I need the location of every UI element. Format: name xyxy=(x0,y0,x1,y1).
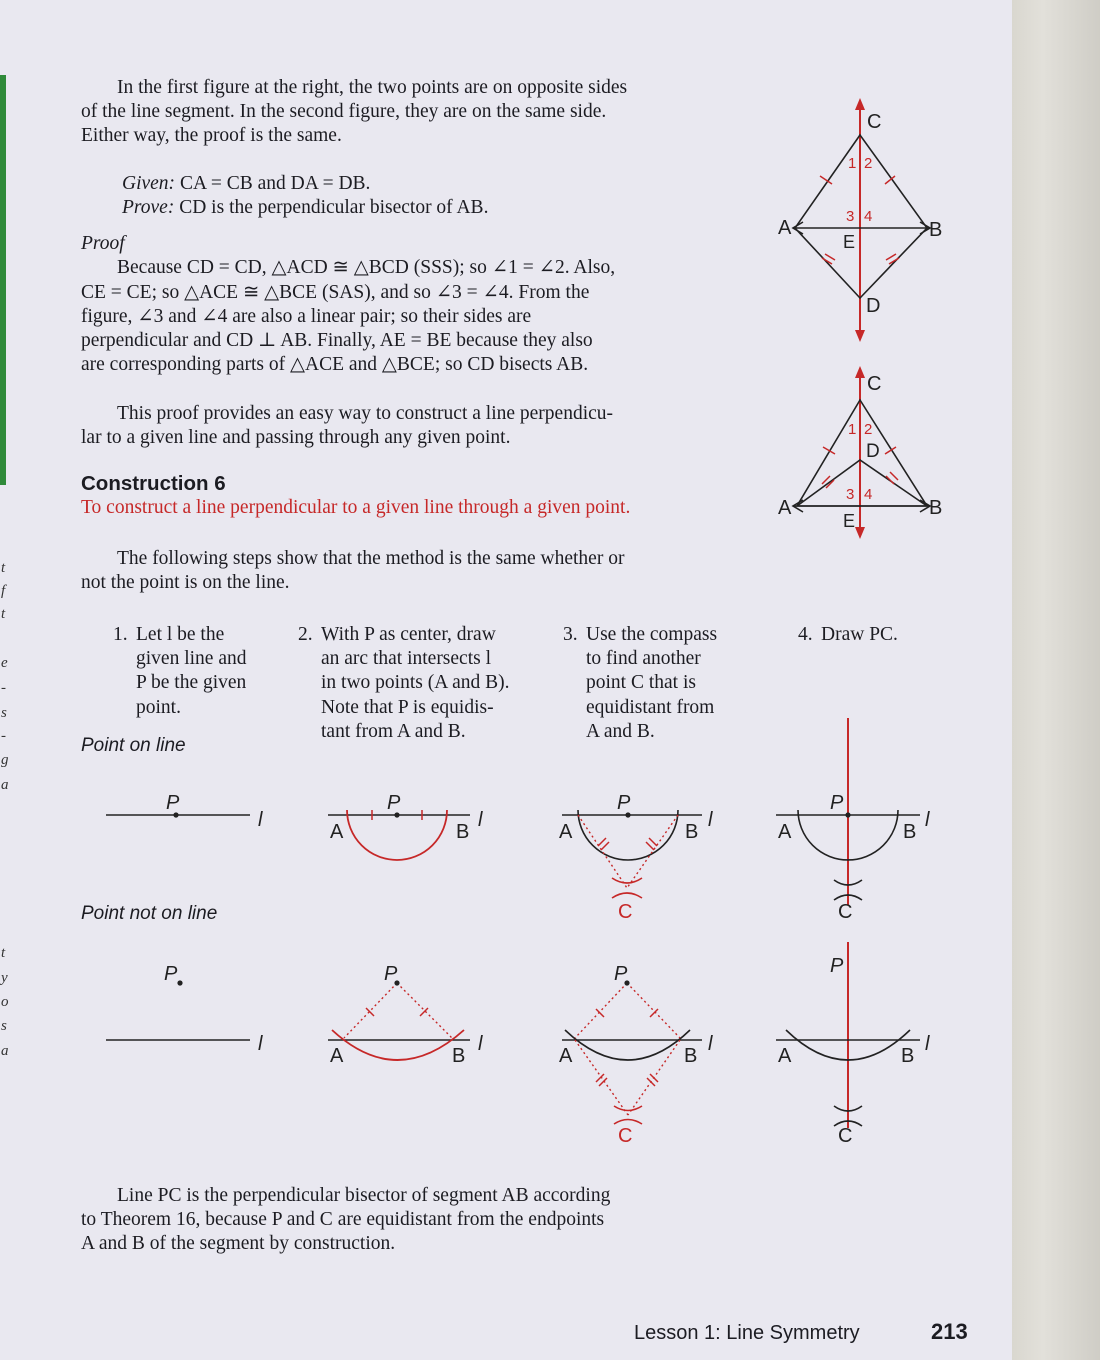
on-line-step-3-figure xyxy=(555,780,735,925)
step-3 xyxy=(563,623,717,744)
step-number: 4. xyxy=(798,624,813,645)
case-label-not-on-line: Point not on line xyxy=(81,903,218,924)
following-line: The following steps show that the method is the same whether or xyxy=(117,548,625,569)
step-line: Let l be the xyxy=(136,624,225,645)
step-line: A and B. xyxy=(586,720,655,742)
margin-letter: t xyxy=(1,560,6,576)
margin-letter: s xyxy=(1,705,7,721)
page-number: 213 xyxy=(931,1319,968,1344)
label-l: l xyxy=(708,809,713,831)
label-B: B xyxy=(929,219,943,241)
prove-label: Prove: xyxy=(122,197,175,218)
off-line-step-2-figure xyxy=(320,950,500,1070)
easy-way-line: This proof provides an easy way to construct a line perpendicu- xyxy=(117,403,614,424)
step-line: tant from A and B. xyxy=(321,720,466,742)
label-A: A xyxy=(778,497,792,519)
intro-line: of the line segment. In the second figure, they are on the same side. xyxy=(81,101,607,122)
label-l: l xyxy=(708,1033,713,1055)
label-l: l xyxy=(925,1033,930,1055)
label-angle-1: 1 xyxy=(848,421,857,438)
label-angle-4: 4 xyxy=(864,208,873,225)
label-B: B xyxy=(452,1045,466,1067)
proof-line: perpendicular and CD ⊥ AB. Finally, AE = BE because they also xyxy=(81,330,593,351)
margin-letter: a xyxy=(1,1043,9,1059)
kite-figure xyxy=(770,90,950,350)
label-P: P xyxy=(166,792,180,814)
construction-statement: To construct a line perpendicular to a given line through a given point. xyxy=(81,497,631,518)
off-line-step-3-figure xyxy=(555,950,735,1150)
given-text: CA = CB and DA = DB. xyxy=(179,173,371,194)
step-line: given line and xyxy=(136,648,247,670)
label-A: A xyxy=(330,1045,344,1067)
label-P: P xyxy=(830,955,844,977)
step-number: 1. xyxy=(113,624,128,645)
label-B: B xyxy=(901,1045,915,1067)
off-line-step-4-figure xyxy=(770,935,950,1150)
label-C: C xyxy=(867,373,882,395)
label-A: A xyxy=(330,821,344,843)
label-angle-2: 2 xyxy=(864,421,873,438)
step-1 xyxy=(113,623,246,720)
margin-letter: o xyxy=(1,994,9,1010)
label-P: P xyxy=(830,792,844,814)
intro-line: In the first figure at the right, the two points are on opposite sides xyxy=(117,77,628,98)
label-E: E xyxy=(843,511,856,531)
off-line-step-1-figure xyxy=(100,950,280,1060)
margin-letter: s xyxy=(1,1018,7,1034)
label-l: l xyxy=(258,1033,263,1055)
label-angle-1: 1 xyxy=(848,155,857,172)
margin-letter: - xyxy=(1,680,6,696)
label-A: A xyxy=(778,821,792,843)
cropped-margin-letters xyxy=(0,0,14,1360)
label-P: P xyxy=(614,963,628,985)
given-label: Given: xyxy=(122,173,176,194)
step-4 xyxy=(798,623,898,647)
on-line-step-2-figure xyxy=(320,780,500,880)
step-line: P be the given xyxy=(136,672,247,694)
label-B: B xyxy=(456,821,470,843)
proof-line: CE = CE; so △ACE ≅ △BCE (SAS), and so ∠3 = ∠4. From the xyxy=(81,282,590,303)
label-P: P xyxy=(387,792,401,814)
step-line: Draw PC. xyxy=(821,624,898,645)
label-angle-2: 2 xyxy=(864,155,873,172)
label-A: A xyxy=(559,821,573,843)
step-number: 2. xyxy=(298,624,313,645)
footer-lesson-title: Lesson 1: Line Symmetry xyxy=(634,1322,860,1344)
label-l: l xyxy=(478,809,483,831)
margin-letter: f xyxy=(1,583,6,599)
label-C: C xyxy=(867,111,882,133)
label-C: C xyxy=(618,1125,633,1147)
proof-line: Because CD = CD, △ACD ≅ △BCD (SSS); so ∠1 = ∠2. Also, xyxy=(117,257,616,278)
label-C: C xyxy=(618,901,633,923)
prove-statement xyxy=(122,196,488,220)
step-line: in two points (A and B). xyxy=(321,672,510,694)
step-line: Use the compass xyxy=(586,624,718,645)
label-P: P xyxy=(617,792,631,814)
label-C: C xyxy=(838,1125,853,1147)
conclusion-line: to Theorem 16, because P and C are equidistant from the endpoints xyxy=(81,1209,605,1230)
label-l: l xyxy=(925,809,930,831)
on-line-step-4-figure xyxy=(770,712,950,927)
label-angle-3: 3 xyxy=(846,208,855,225)
easy-way-line: lar to a given line and passing through any given point. xyxy=(81,427,511,448)
conclusion-line: Line PC is the perpendicular bisector of segment AB according xyxy=(117,1185,611,1206)
label-B: B xyxy=(684,1045,698,1067)
label-angle-3: 3 xyxy=(846,486,855,503)
proof-line: are corresponding parts of △ACE and △BCE; so CD bisects AB. xyxy=(81,354,589,375)
proof-label: Proof xyxy=(81,233,125,254)
prove-text: CD is the perpendicular bisector of AB. xyxy=(179,197,489,218)
label-B: B xyxy=(929,497,943,519)
label-C: C xyxy=(838,901,853,923)
label-P: P xyxy=(384,963,398,985)
label-D: D xyxy=(866,295,881,317)
step-line: to find another xyxy=(586,648,701,670)
label-l: l xyxy=(258,809,263,831)
margin-letter: a xyxy=(1,777,9,793)
label-D: D xyxy=(866,441,880,462)
page-edge-strip xyxy=(1012,0,1100,1360)
conclusion-line: A and B of the segment by construction. xyxy=(81,1233,396,1254)
following-line: not the point is on the line. xyxy=(81,572,290,593)
label-P: P xyxy=(164,963,178,985)
on-line-step-1-figure xyxy=(100,780,280,840)
given-statement xyxy=(122,172,370,196)
step-2 xyxy=(298,623,510,744)
step-line: equidistant from xyxy=(586,696,715,718)
construction-heading: Construction 6 xyxy=(81,472,226,495)
label-A: A xyxy=(778,217,792,239)
step-line: point C that is xyxy=(586,672,696,694)
label-B: B xyxy=(903,821,917,843)
label-A: A xyxy=(778,1045,792,1067)
step-number: 3. xyxy=(563,624,578,645)
step-line: With P as center, draw xyxy=(321,624,496,645)
margin-letter: - xyxy=(1,728,6,744)
step-line: an arc that intersects l xyxy=(321,648,492,670)
margin-letter: t xyxy=(1,606,6,622)
label-A: A xyxy=(559,1045,573,1067)
margin-letter: t xyxy=(1,945,6,961)
step-line: Note that P is equidis- xyxy=(321,696,494,718)
label-angle-4: 4 xyxy=(864,486,873,503)
proof-line: figure, ∠3 and ∠4 are also a linear pair; so their sides are xyxy=(81,306,532,327)
case-label-on-line: Point on line xyxy=(81,735,186,756)
margin-letter: y xyxy=(1,970,8,986)
label-l: l xyxy=(478,1033,483,1055)
intro-line: Either way, the proof is the same. xyxy=(81,125,342,146)
step-line: point. xyxy=(136,696,181,718)
label-E: E xyxy=(843,232,856,252)
dart-figure xyxy=(770,360,950,540)
margin-letter: e xyxy=(1,655,8,671)
label-B: B xyxy=(685,821,699,843)
margin-letter: g xyxy=(1,752,9,768)
